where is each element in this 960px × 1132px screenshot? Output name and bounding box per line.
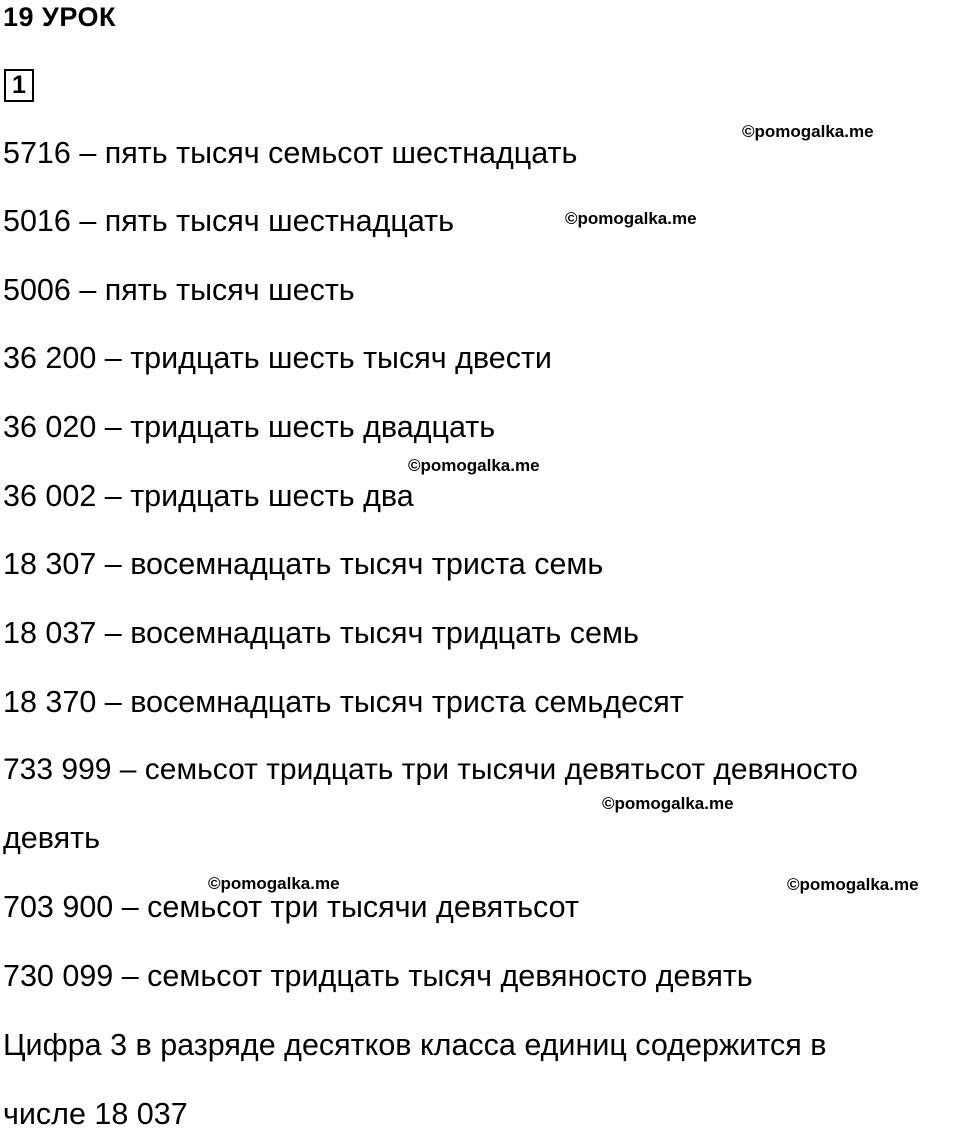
text-line-1: 5716 – пять тысяч семьсот шестнадцать (3, 136, 578, 170)
text-line-5: 36 020 – тридцать шесть двадцать (3, 410, 496, 444)
watermark: ©pomogalka.me (565, 209, 697, 228)
text-line-15: числе 18 037 (3, 1097, 188, 1131)
text-line-11: девять (3, 821, 100, 855)
text-line-9: 18 370 – восемнадцать тысяч триста семьдесят (3, 685, 684, 719)
watermark: ©pomogalka.me (602, 794, 734, 813)
lesson-title: 19 УРОК (3, 2, 116, 32)
text-line-4: 36 200 – тридцать шесть тысяч двести (3, 341, 552, 375)
text-line-6: 36 002 – тридцать шесть два (3, 479, 414, 513)
task-number-box: 1 (4, 69, 34, 102)
text-line-14: Цифра 3 в разряде десятков класса единиц содержится в (3, 1028, 827, 1062)
text-line-2: 5016 – пять тысяч шестнадцать (3, 204, 455, 238)
watermark: ©pomogalka.me (742, 122, 874, 141)
watermark: ©pomogalka.me (408, 456, 540, 475)
text-line-8: 18 037 – восемнадцать тысяч тридцать семь (3, 616, 639, 650)
watermark: ©pomogalka.me (787, 875, 919, 894)
text-line-10: 733 999 – семьсот тридцать три тысячи девятьсот девяносто (3, 753, 858, 786)
text-line-3: 5006 – пять тысяч шесть (3, 273, 355, 307)
text-line-12: 703 900 – семьсот три тысячи девятьсот (3, 890, 579, 924)
text-line-7: 18 307 – восемнадцать тысяч триста семь (3, 547, 604, 581)
watermark: ©pomogalka.me (208, 874, 340, 893)
text-line-13: 730 099 – семьсот тридцать тысяч девяносто девять (3, 959, 753, 993)
